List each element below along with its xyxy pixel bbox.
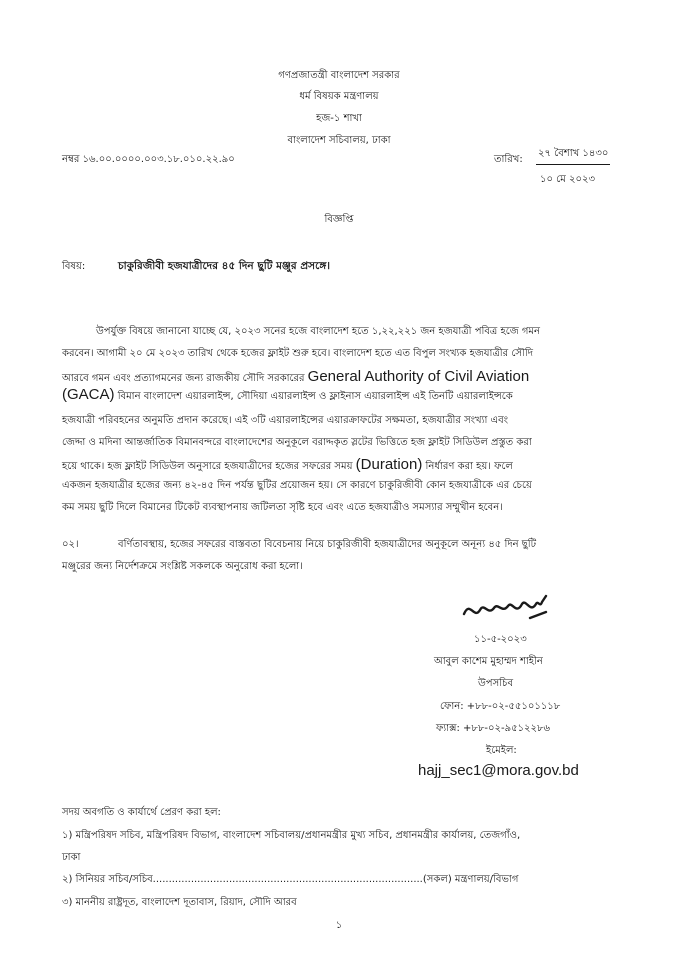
para1-text: নির্ধারণ করা হয়। ফলে: [425, 461, 513, 472]
gaca-abbreviation: (GACA): [62, 386, 115, 403]
distribution-item: ঢাকা: [62, 852, 81, 863]
subject-label: বিষয়:: [62, 261, 86, 272]
date-bangla: ২৭ বৈশাখ ১৪৩০: [536, 146, 610, 165]
para1-line: জেদ্দা ও মদিনা আন্তর্জাতিক বিমানবন্দরে বাংলাদেশের অনুকূলে বরাদ্দকৃত স্লটের ভিত্তিতে হজ ফ্লাইট সিডিউল প্রস্তুত করা: [62, 437, 532, 448]
para2-number: ০২।: [62, 539, 79, 550]
page-number: ১: [335, 920, 343, 931]
signature-date: ১১-৫-২০২৩: [474, 634, 527, 645]
gaca-fullname: General Authority of Civil Aviation: [307, 368, 530, 385]
para1-text: বিমান বাংলাদেশ এয়ারলাইন্স, সৌদিয়া এয়ারলাইন্স ও ফ্লাইনাস এয়ারলাইন্স এই তিনটি এয়ারলাইন্সকে: [117, 391, 513, 402]
para2-line: মঞ্জুরের জন্য নির্দেশক্রমে সংশ্লিষ্ট সকলকে অনুরোধ করা হলো।: [62, 561, 303, 572]
email-address: hajj_sec1@mora.gov.bd: [418, 762, 579, 779]
para1-line: একজন হজযাত্রীর হজের জন্য ৪২-৪৫ দিন পর্যন্ত ছুটির প্রয়োজন হয়। সে কারণে চাকুরিজীবী কোন হজযাত্রীকে এর চেয়ে: [62, 480, 532, 491]
distribution-item: ১) মন্ত্রিপরিষদ সচিব, মন্ত্রিপরিষদ বিভাগ, বাংলাদেশ সচিবালয়/প্রধানমন্ত্রীর মুখ্য সচিব, প্রধানমন্ত্রীর কার্যালয়, তেজগাঁও,: [62, 830, 521, 841]
phone-number: ফোন: +৮৮-০২-৫৫১০১১১৮: [440, 701, 561, 712]
para1-line: [62, 456, 513, 476]
distribution-title: সদয় অবগতি ও কার্যার্থে প্রেরণ করা হল:: [62, 807, 221, 818]
para1-line: কম সময় ছুটি দিলে বিমানের টিকেট ব্যবস্থাপনায় জটিলতা সৃষ্টি হবে এবং এতে হজযাত্রীও সমস্যার সম্মুখীন হবেন।: [62, 502, 503, 513]
ministry-heading: ধর্ম বিষয়ক মন্ত্রণালয়: [299, 91, 379, 102]
government-heading: গণপ্রজাতন্ত্রী বাংলাদেশ সরকার: [278, 70, 400, 81]
date-label: তারিখ:: [494, 154, 523, 165]
para1-text: আরবে গমন এবং প্রত্যাগমনের জন্য রাজকীয় সৌদি সরকারের: [62, 373, 305, 384]
subject-text: চাকুরিজীবী হজযাত্রীদের ৪৫ দিন ছুটি মঞ্জুর প্রসঙ্গে।: [118, 260, 331, 272]
fax-number: ফ্যাক্স: +৮৮-০২-৯৫১২২৮৬: [436, 723, 551, 734]
para1-line: [62, 368, 529, 388]
para1-line: করবেন। আগামী ২০ মে ২০২৩ তারিখ থেকে হজের ফ্লাইট শুরু হবে। বাংলাদেশ হতে এত বিপুল সংখ্যক হজযাত্রীর সৌদি: [62, 348, 533, 359]
signatory-name: আবুল কাশেম মুহাম্মদ শাহীন: [434, 656, 543, 667]
distribution-item: ৩) মাননীয় রাষ্ট্রদূত, বাংলাদেশ দূতাবাস, রিয়াদ, সৌদি আরব: [62, 897, 297, 908]
signatory-designation: উপসচিব: [478, 678, 514, 689]
duration-term: (Duration): [355, 456, 423, 473]
para1-text: হয়ে থাকে। হজ ফ্লাইট সিডিউল অনুসারে হজযাত্রীদের হজের সফরের সময়: [62, 461, 353, 472]
signature-image: [460, 592, 560, 626]
distribution-item: ২) সিনিয়র সচিব/সচিব.....................................................................................(সকল) মন্ত্রণালয়/বিভাগ: [62, 874, 519, 885]
para1-line: হজযাত্রী পরিবহনের অনুমতি প্রদান করেছে। এই ৩টি এয়ারলাইন্সের এয়ারক্রাফটের সক্ষমতা, হজযাত্রীর সংখ্যা এবং: [62, 415, 509, 426]
notice-title: বিজ্ঞপ্তি: [324, 214, 354, 225]
para1-line: [62, 386, 513, 406]
reference-number: নম্বর ১৬.০০.০০০০.০০৩.১৮.০১০.২২.৯০: [62, 154, 235, 165]
para2-line: বর্ণিতাবস্থায়, হজের সফরের বাস্তবতা বিবেচনায় নিয়ে চাকুরিজীবী হজযাত্রীদের অনুকূলে অনূন্য ৪৫ দিন ছুটি: [118, 539, 537, 550]
para1-line: উপর্যুক্ত বিষয়ে জানানো যাচ্ছে যে, ২০২৩ সনের হজে বাংলাদেশ হতে ১,২২,২২১ জন হজযাত্রী পবিত্র হজে গমন: [96, 326, 540, 337]
branch-heading: হজ-১ শাখা: [316, 113, 362, 124]
date-gregorian: ১০ মে ২০২৩: [540, 174, 595, 185]
email-label: ইমেইল:: [486, 745, 517, 756]
location-heading: বাংলাদেশ সচিবালয়, ঢাকা: [287, 135, 391, 146]
